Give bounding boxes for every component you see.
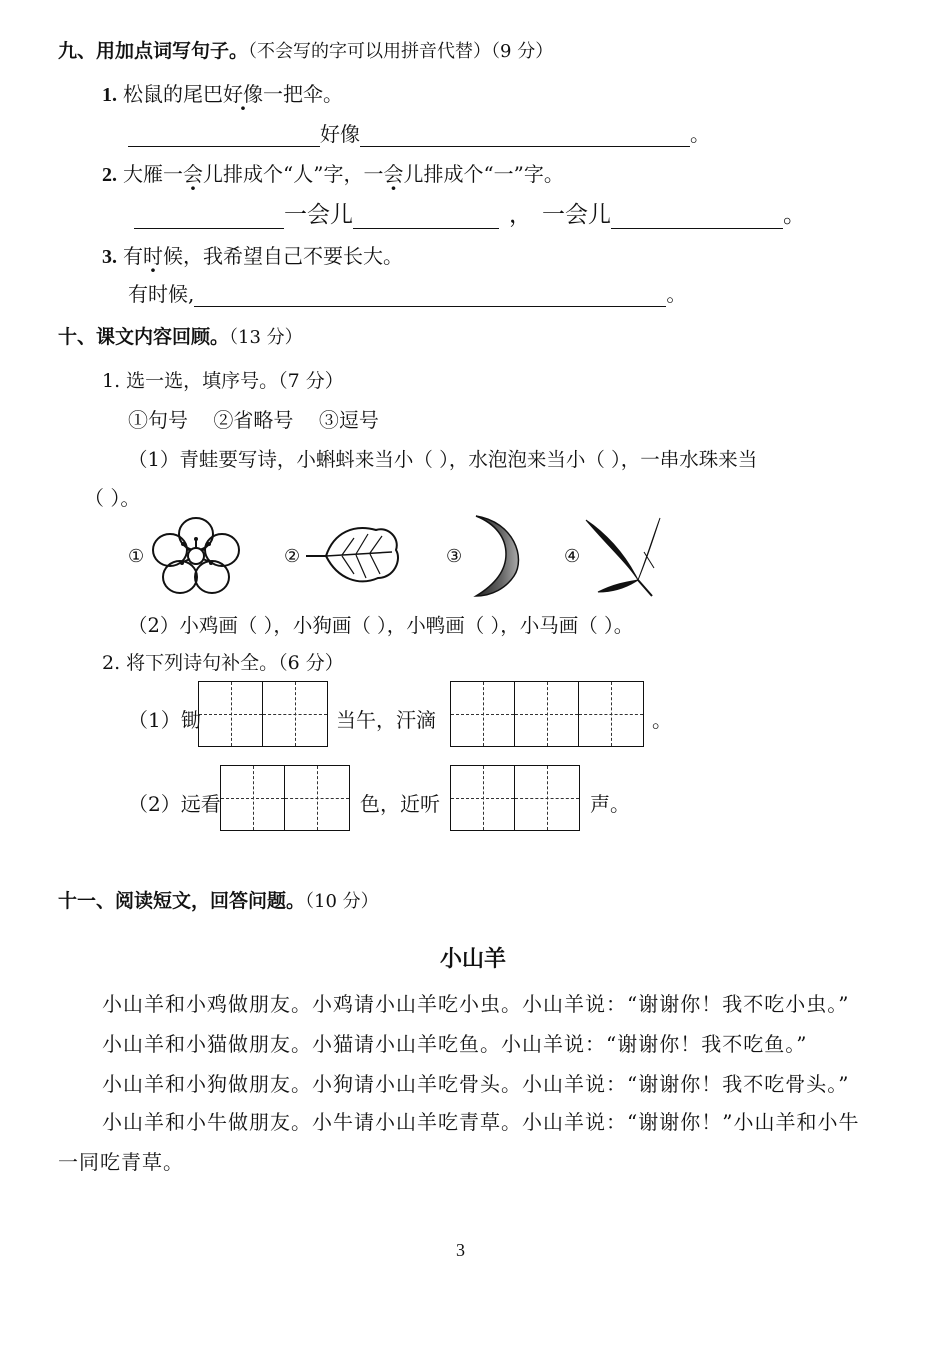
comma: ， [509, 202, 532, 228]
poem-2-mid: 色，近听 [360, 792, 440, 816]
writing-box[interactable] [263, 682, 327, 746]
pic-4-number: ④ [564, 546, 581, 567]
q9-1-sentence [102, 78, 343, 107]
poem-1-end: 。 [652, 708, 672, 732]
q9-2-number: 2. [102, 164, 117, 186]
answer-blank[interactable] [360, 124, 690, 147]
pic-2-number: ② [284, 546, 301, 567]
q9-2-fill-word-2: 一会儿 [542, 202, 611, 228]
section-9-note: （不会写的字可以用拼音代替）（9 分） [248, 41, 554, 62]
writing-box[interactable] [515, 766, 579, 830]
q9-2-pre: 大雁 [123, 162, 163, 186]
q9-3-answer-line [128, 278, 686, 307]
q9-1-post: 一把伞。 [263, 82, 343, 106]
bamboo-leaf-icon [584, 516, 664, 600]
answer-blank[interactable] [611, 206, 783, 229]
q9-2-answer-line [134, 196, 806, 229]
poem-1-boxes-b [450, 681, 644, 747]
q9-1-number: 1. [102, 84, 117, 106]
leaf-icon [304, 520, 404, 590]
writing-box[interactable] [285, 766, 349, 830]
period: 。 [666, 282, 687, 306]
passage-paragraph: 小山羊和小猫做朋友。小猫请小山羊吃鱼。小山羊说：“谢谢你！我不吃鱼。” [102, 1032, 808, 1056]
section-11-score: （10 分） [305, 891, 379, 912]
punctuation-options: ①句号 ②省略号 ③逗号 [128, 408, 379, 432]
answer-blank[interactable] [134, 206, 284, 229]
passage-paragraph: 小山羊和小鸡做朋友。小鸡请小山羊吃小虫。小山羊说：“谢谢你！我不吃小虫。” [102, 992, 850, 1016]
crescent-moon-icon [468, 512, 528, 598]
q9-3-sentence [102, 240, 403, 269]
q9-3-post: ，我希望自己不要长大。 [183, 244, 403, 268]
answer-blank[interactable] [194, 284, 666, 307]
period: 。 [690, 122, 710, 146]
section-10-title: 十、课文内容回顾。 [58, 326, 230, 348]
q9-3-fill-word: 有时候, [128, 282, 195, 306]
q9-2-dotted-word-2: 一会儿 [363, 162, 424, 186]
poem-2-end: 声。 [590, 792, 630, 816]
poem-2-pre: （2）远看 [128, 792, 221, 816]
section-11-heading [58, 886, 379, 913]
writing-box[interactable] [579, 682, 643, 746]
q9-1-fill-word: 好像 [320, 122, 360, 146]
section-9-title: 九、用加点词写句子。 [58, 40, 249, 62]
writing-box[interactable] [199, 682, 263, 746]
q9-1-answer-line [128, 118, 710, 147]
plum-blossom-icon [150, 514, 242, 596]
q9-2-dotted-word-1: 一会儿 [163, 162, 223, 186]
q9-1-dotted-word: 好像 [223, 82, 263, 106]
poem-1-pre: （1）锄 [128, 708, 201, 732]
sub1-label: 1. 选一选，填序号。（7 分） [102, 370, 344, 392]
picture-row [128, 512, 948, 602]
sub1-question-1: （1）青蛙要写诗，小蝌蚪来当小（ ），水泡泡来当小（ ），一串水珠来当 [128, 448, 758, 471]
passage-paragraph-cont: 一同吃青草。 [58, 1150, 184, 1174]
answer-blank[interactable] [128, 124, 320, 147]
q9-2-post: 排成个“一”字。 [423, 162, 564, 186]
q9-2-fill-word-1: 一会儿 [284, 202, 353, 228]
writing-box[interactable] [515, 682, 579, 746]
poem-1-boxes-a [198, 681, 328, 747]
passage-title: 小山羊 [440, 947, 507, 972]
sub2-label: 2. 将下列诗句补全。（6 分） [102, 652, 344, 674]
pic-1-number: ① [128, 546, 145, 567]
sub1-question-2: （2）小鸡画（ ），小狗画（ ），小鸭画（ ），小马画（ ）。 [128, 614, 634, 637]
period: 。 [783, 202, 806, 228]
passage-paragraph: 小山羊和小狗做朋友。小狗请小山羊吃骨头。小山羊说：“谢谢你！我不吃骨头。” [102, 1072, 850, 1096]
answer-blank[interactable] [353, 206, 499, 229]
q9-1-pre: 松鼠的尾巴 [123, 82, 223, 106]
q9-3-dotted-word: 有时候 [123, 244, 183, 268]
section-9-heading [58, 36, 553, 63]
sub1-question-1-cont: （ ）。 [84, 486, 141, 510]
pic-3-number: ③ [446, 546, 463, 567]
poem-1-mid: 当午，汗滴 [336, 708, 436, 732]
poem-2-boxes-a [220, 765, 350, 831]
writing-box[interactable] [451, 766, 515, 830]
section-11-title: 十一、阅读短文，回答问题。 [58, 890, 306, 912]
writing-box[interactable] [221, 766, 285, 830]
q9-2-sentence [102, 158, 564, 187]
section-10-score: （13 分） [229, 327, 303, 348]
writing-box[interactable] [451, 682, 515, 746]
q9-3-number: 3. [102, 246, 117, 268]
section-10-heading [58, 322, 303, 349]
poem-2-boxes-b [450, 765, 580, 831]
passage-paragraph: 小山羊和小牛做朋友。小牛请小山羊吃青草。小山羊说：“谢谢你！”小山羊和小牛 [102, 1110, 860, 1134]
q9-2-mid: 排成个“人”字， [223, 162, 364, 186]
page-number: 3 [456, 1240, 465, 1260]
